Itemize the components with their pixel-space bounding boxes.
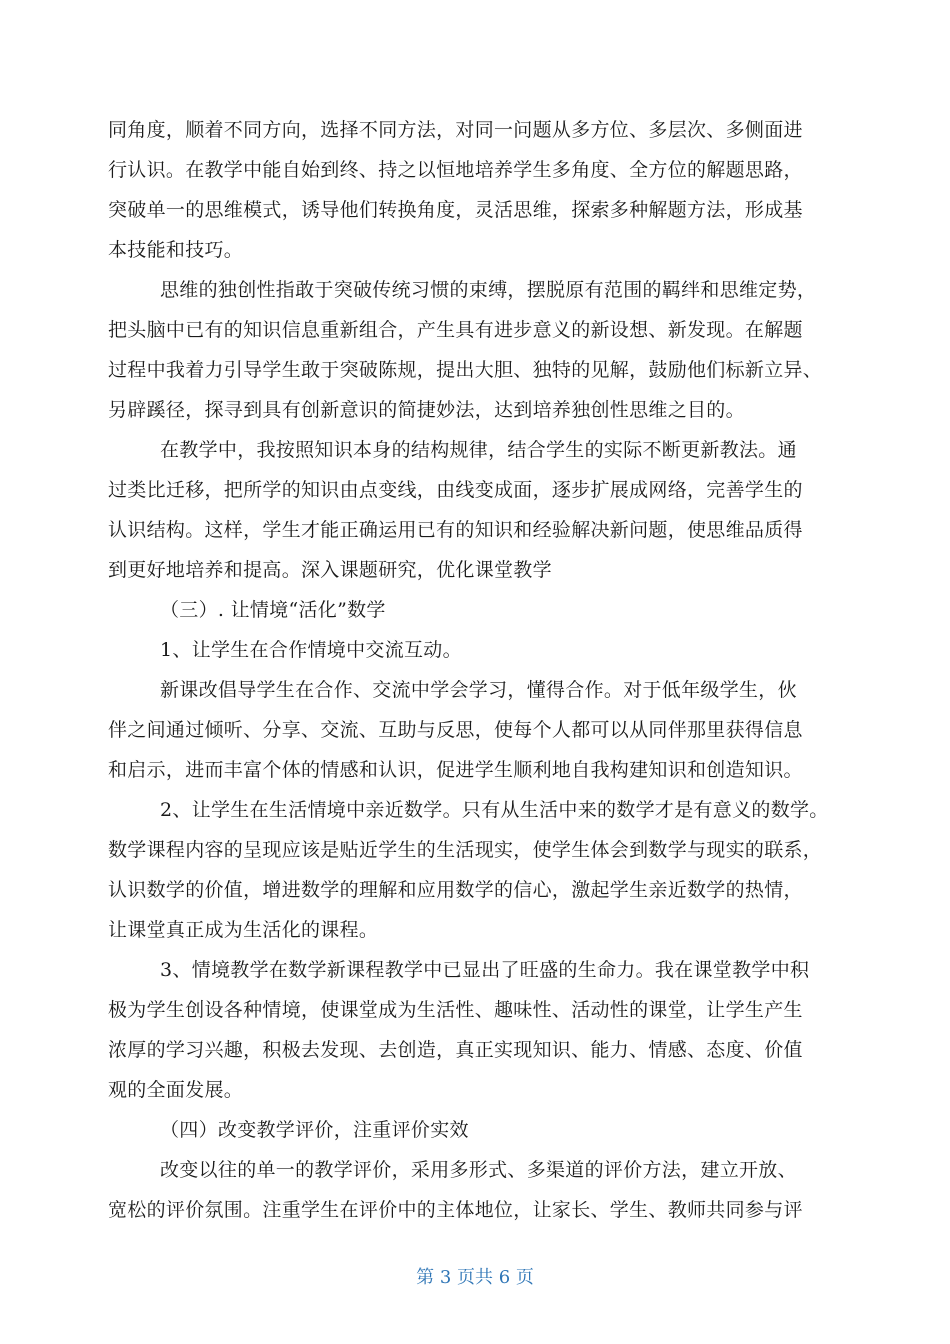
page-number: 第 3 页共 6 页 xyxy=(416,1267,534,1288)
text-line: 2、让学生在生活情境中亲近数学。只有从生活中来的数学才是有意义的数学。 xyxy=(160,799,829,821)
text-line: 3、情境教学在数学新课程教学中已显出了旺盛的生命力。我在课堂教学中积 xyxy=(160,959,810,981)
text-line: 改变以往的单一的教学评价，采用多形式、多渠道的评价方法，建立开放、 xyxy=(160,1159,797,1181)
text-line: 认识结构。这样，学生才能正确运用已有的知识和经验解决新问题，使思维品质得 xyxy=(108,519,803,541)
text-line: 观的全面发展。 xyxy=(108,1079,244,1101)
text-line: 突破单一的思维模式，诱导他们转换角度，灵活思维，探索多种解题方法，形成基 xyxy=(108,199,803,221)
text-line: 行认识。在教学中能自始到终、持之以恒地培养学生多角度、全方位的解题思路， xyxy=(108,159,803,181)
text-line: 极为学生创设各种情境，使课堂成为生活性、趣味性、活动性的课堂，让学生产生 xyxy=(108,999,803,1021)
text-line: 在教学中，我按照知识本身的结构规律，结合学生的实际不断更新教法。通 xyxy=(160,439,797,461)
section-heading: （三）. 让情境“活化”数学 xyxy=(160,599,386,621)
text-line: 和启示，进而丰富个体的情感和认识，促进学生顺利地自我构建知识和创造知识。 xyxy=(108,759,803,781)
text-line: 让课堂真正成为生活化的课程。 xyxy=(108,919,379,941)
text-line: 1、让学生在合作情境中交流互动。 xyxy=(160,639,462,661)
text-line: 另辟蹊径，探寻到具有创新意识的简捷妙法，达到培养独创性思维之目的。 xyxy=(108,399,745,421)
text-line: 宽松的评价氛围。注重学生在评价中的主体地位，让家长、学生、教师共同参与评 xyxy=(108,1199,803,1221)
text-line: 把头脑中已有的知识信息重新组合，产生具有进步意义的新设想、新发现。在解题 xyxy=(108,319,803,341)
text-line: 浓厚的学习兴趣，积极去发现、去创造，真正实现知识、能力、情感、态度、价值 xyxy=(108,1039,803,1061)
text-line: 本技能和技巧。 xyxy=(108,239,244,261)
text-line: 过类比迁移，把所学的知识由点变线，由线变成面，逐步扩展成网络，完善学生的 xyxy=(108,479,803,501)
text-line: 认识数学的价值，增进数学的理解和应用数学的信心，激起学生亲近数学的热情， xyxy=(108,879,803,901)
text-line: 伴之间通过倾听、分享、交流、互助与反思，使每个人都可以从同伴那里获得信息 xyxy=(108,719,803,741)
section-heading: （四）改变教学评价，注重评价实效 xyxy=(160,1119,469,1141)
text-line: 思维的独创性指敢于突破传统习惯的束缚，摆脱原有范围的羁绊和思维定势， xyxy=(160,279,817,301)
text-line: 过程中我着力引导学生敢于突破陈规，提出大胆、独特的见解，鼓励他们标新立异、 xyxy=(108,359,823,381)
text-line: 新课改倡导学生在合作、交流中学会学习，懂得合作。对于低年级学生，伙 xyxy=(160,679,797,701)
text-line: 到更好地培养和提高。深入课题研究，优化课堂教学 xyxy=(108,559,552,581)
text-line: 同角度，顺着不同方向，选择不同方法，对同一问题从多方位、多层次、多侧面进 xyxy=(108,119,803,141)
text-line: 数学课程内容的呈现应该是贴近学生的生活现实，使学生体会到数学与现实的联系， xyxy=(108,839,823,861)
